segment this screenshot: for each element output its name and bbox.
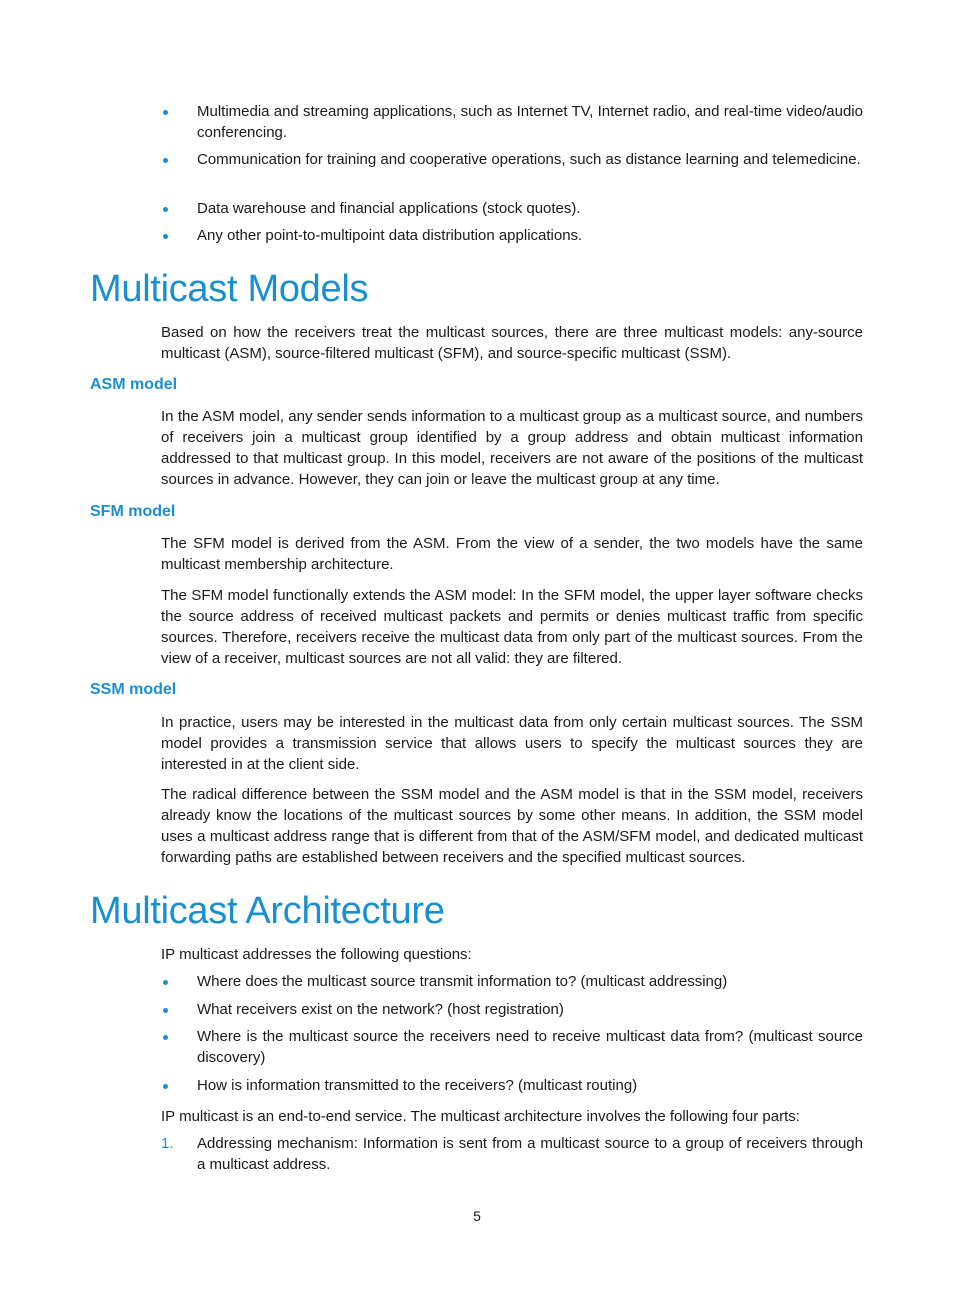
subsection-title-asm: ASM model (90, 376, 178, 393)
bullet-icon (163, 1084, 168, 1089)
list-item: Where is the multicast source the receivers need to receive multicast data from? (multicast source discovery) (161, 1026, 863, 1068)
bullet-icon (163, 158, 168, 163)
list-item: Data warehouse and financial applications (stock quotes). (161, 198, 863, 219)
subsection-title-sfm: SFM model (90, 503, 176, 520)
bullet-icon (163, 1008, 168, 1013)
bullet-icon (163, 1035, 168, 1040)
list-item: Multimedia and streaming applications, such as Internet TV, Internet radio, and real-time video/audio conferencing. (161, 101, 863, 143)
list-item: What receivers exist on the network? (host registration) (161, 999, 863, 1020)
list-item: Where does the multicast source transmit information to? (multicast addressing) (161, 971, 863, 992)
asm-paragraph: In the ASM model, any sender sends information to a multicast group as a multicast source, and numbers of receivers join a multicast group identified by a group address and obtain multicast information addressed to that multicast group. In this model, receivers are not aware of the positions of the multicast sources in advance. However, they can join or leave the multicast group at any time. (161, 408, 863, 488)
bullet-icon (163, 207, 168, 212)
page-number: 5 (473, 1208, 481, 1224)
bullet-icon (163, 234, 168, 239)
models-intro: Based on how the receivers treat the multicast sources, there are three multicast models: any-source multicast (ASM), source-filtered multicast (SFM), and source-specific multicast (SSM). (161, 324, 863, 362)
subsection-title-ssm: SSM model (90, 681, 177, 698)
architecture-intro: IP multicast addresses the following questions: (161, 946, 472, 963)
sfm-paragraph-2: The SFM model functionally extends the ASM model: In the SFM model, the upper layer software checks the source address of received multicast packets and permits or denies multicast traffic from specific sources. Therefore, receivers receive the multicast data from only part of the multicast sources. From the view of a receiver, multicast sources are not all valid: they are filtered. (161, 587, 863, 667)
numbered-list-item: 1. Addressing mechanism: Information is sent from a multicast source to a group of receivers through a multicast address. (161, 1135, 863, 1173)
list-number: 1. (161, 1135, 174, 1152)
list-item: How is information transmitted to the receivers? (multicast routing) (161, 1075, 863, 1096)
ssm-paragraph-2: The radical difference between the SSM model and the ASM model is that in the SSM model, receivers already know the locations of the multicast sources by some other means. In addition, the SSM model uses a multicast address range that is different from that of the ASM/SFM model, and dedicated multicast forwarding paths are established between receivers and the specified multicast sources. (161, 786, 863, 866)
ssm-paragraph-1: In practice, users may be interested in the multicast data from only certain multicast sources. The SSM model provides a transmission service that allows users to specify the multicast sources they are interested in at the client side. (161, 714, 863, 773)
list-item: Any other point-to-multipoint data distribution applications. (161, 225, 863, 246)
list-item: Communication for training and cooperative operations, such as distance learning and telemedicine. (161, 149, 863, 170)
architecture-parts-intro: IP multicast is an end-to-end service. The multicast architecture involves the following four parts: (161, 1108, 800, 1125)
section-title-multicast-architecture: Multicast Architecture (90, 890, 445, 932)
section-title-multicast-models: Multicast Models (90, 268, 369, 310)
sfm-paragraph-1: The SFM model is derived from the ASM. From the view of a sender, the two models have the same multicast membership architecture. (161, 535, 863, 573)
bullet-icon (163, 110, 168, 115)
bullet-icon (163, 980, 168, 985)
